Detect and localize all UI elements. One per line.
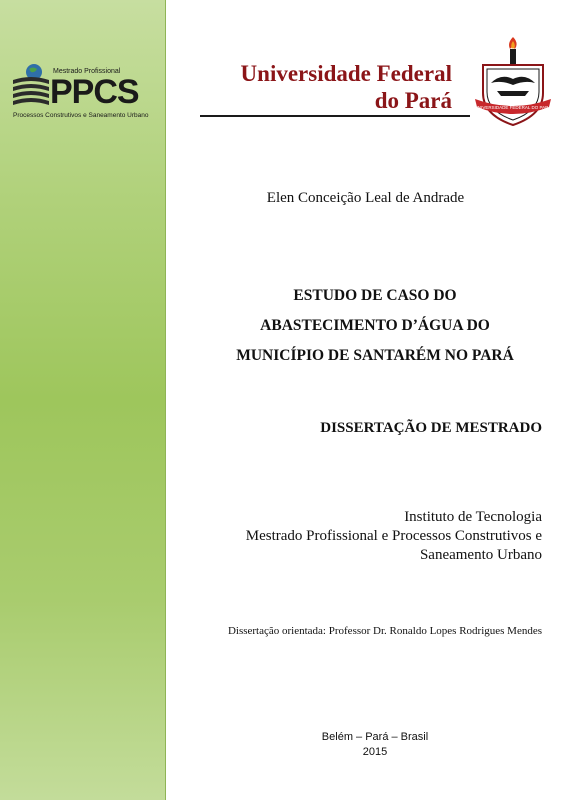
seal-text: UNIVERSIDADE FEDERAL DO PARÁ [474, 105, 552, 110]
ufpa-seal-icon [473, 35, 553, 130]
institute-block [200, 508, 542, 565]
ppcs-globe-icon [10, 60, 52, 112]
ppcs-small-label: Mestrado Profissional [53, 68, 121, 75]
place-date [300, 730, 450, 760]
place-year: 2015 [362, 746, 388, 758]
institute-line1: Instituto de Tecnologia [404, 509, 542, 525]
ppcs-logo [10, 60, 160, 130]
thesis-title [180, 281, 566, 371]
institute-line3: Saneamento Urbano [419, 547, 542, 563]
institute-line2: Mestrado Profissional e Processos Construtivos e [245, 528, 542, 544]
university-name [200, 60, 452, 114]
place-location: Belém – Pará – Brasil [321, 731, 429, 743]
header-divider [200, 115, 470, 117]
degree-label: DISSERTAÇÃO DE MESTRADO [320, 420, 542, 436]
thesis-title-line1: ESTUDO DE CASO DO [293, 287, 457, 304]
ppcs-acronym: PPCS [50, 73, 139, 111]
university-name-line1: Universidade Federal [240, 61, 452, 86]
thesis-title-line3: MUNICÍPIO DE SANTARÉM NO PARÁ [236, 347, 514, 364]
green-sidebar [0, 0, 166, 800]
author-name: Elen Conceição Leal de Andrade [266, 190, 465, 206]
university-name-line2: do Pará [374, 88, 452, 113]
thesis-title-line2: ABASTECIMENTO D’ÁGUA DO [260, 317, 490, 334]
ppcs-subtitle: Processos Construtivos e Saneamento Urbano [13, 112, 149, 119]
advisor-line: Dissertação orientada: Professor Dr. Ronaldo Lopes Rodrigues Mendes [227, 625, 542, 637]
